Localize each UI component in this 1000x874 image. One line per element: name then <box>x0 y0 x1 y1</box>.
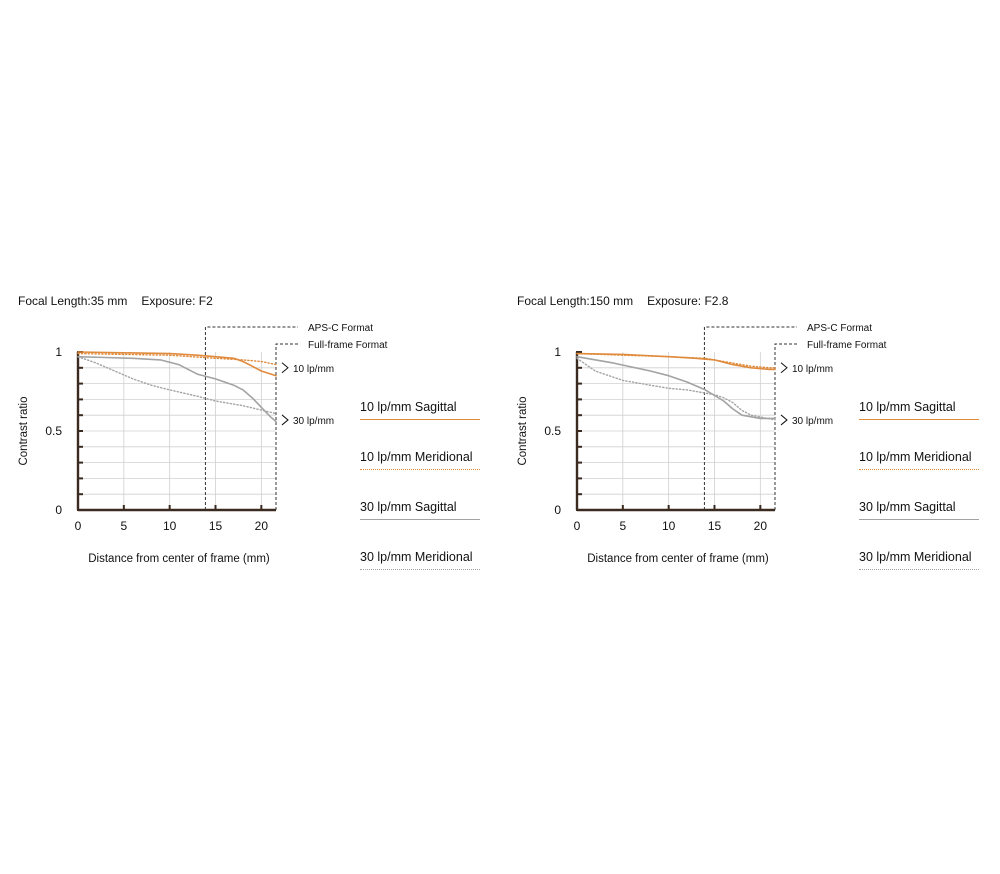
x-tick-label: 5 <box>120 519 128 533</box>
y-tick-label: 0.5 <box>45 424 62 438</box>
chart-header <box>18 294 213 308</box>
chart-header <box>517 294 729 308</box>
mtf-chart-panel <box>0 280 500 580</box>
x-tick-label: 10 <box>162 519 177 533</box>
legend-item <box>360 550 482 600</box>
legend-swatch <box>360 569 480 570</box>
annotation-label: 30 lp/mm <box>792 415 834 427</box>
annotation-label: 30 lp/mm <box>293 415 335 427</box>
annotation-chevron <box>781 415 787 425</box>
legend-item <box>859 500 981 550</box>
y-axis-title: Contrast ratio <box>517 396 529 466</box>
legend-item <box>360 500 482 550</box>
legend-label: 10 lp/mm Meridional <box>360 450 473 464</box>
legend-swatch <box>360 519 480 520</box>
legend-swatch <box>360 469 480 470</box>
focal-length-label: Focal Length: <box>517 294 590 308</box>
legend-swatch <box>859 469 979 470</box>
legend-label: 30 lp/mm Sagittal <box>859 500 956 514</box>
aps-c-format-label: APS-C Format <box>807 323 873 334</box>
y-tick-label: 1 <box>554 345 561 359</box>
y-tick-label: 0.5 <box>544 424 561 438</box>
legend-item <box>859 400 981 450</box>
exposure-label: Exposure: F2.8 <box>647 294 729 308</box>
legend-item <box>859 550 981 600</box>
legend <box>360 400 482 600</box>
focal-length-value: 150 mm <box>589 294 634 308</box>
series-line <box>577 354 775 368</box>
focal-length-label: Focal Length: <box>18 294 91 308</box>
mtf-chart-panel <box>499 280 999 580</box>
x-tick-label: 0 <box>573 519 581 533</box>
aps-c-format-label: APS-C Format <box>308 323 374 334</box>
annotation-chevron <box>781 363 787 373</box>
legend-swatch <box>859 419 979 420</box>
annotation-label: 10 lp/mm <box>792 363 834 375</box>
x-tick-label: 5 <box>619 519 627 533</box>
legend-swatch <box>360 419 480 420</box>
x-tick-label: 0 <box>74 519 82 533</box>
legend-swatch <box>859 519 979 520</box>
aps-c-format-marker <box>205 327 298 510</box>
y-tick-label: 0 <box>55 503 62 517</box>
full-frame-format-label: Full-frame Format <box>308 340 388 351</box>
x-tick-label: 15 <box>208 519 223 533</box>
legend-item <box>360 450 482 500</box>
x-tick-label: 15 <box>707 519 722 533</box>
legend-label: 10 lp/mm Sagittal <box>360 400 457 414</box>
legend-swatch <box>859 569 979 570</box>
legend <box>859 400 981 600</box>
legend-item <box>360 400 482 450</box>
full-frame-format-label: Full-frame Format <box>807 340 887 351</box>
x-tick-label: 20 <box>254 519 269 533</box>
annotation-label: 10 lp/mm <box>293 363 335 375</box>
legend-label: 30 lp/mm Meridional <box>859 550 972 564</box>
x-tick-label: 20 <box>753 519 768 533</box>
exposure-label: Exposure: F2 <box>141 294 213 308</box>
legend-label: 10 lp/mm Sagittal <box>859 400 956 414</box>
focal-length-value: 35 mm <box>90 294 128 308</box>
annotation-chevron <box>282 363 288 373</box>
series-line <box>78 357 276 422</box>
y-tick-label: 1 <box>55 345 62 359</box>
x-axis-title: Distance from center of frame (mm) <box>88 553 270 565</box>
y-axis-title: Contrast ratio <box>18 396 30 466</box>
x-axis-title: Distance from center of frame (mm) <box>587 553 769 565</box>
aps-c-format-marker <box>704 327 797 510</box>
legend-item <box>859 450 981 500</box>
series-line <box>78 357 276 414</box>
annotation-chevron <box>282 415 288 425</box>
y-tick-label: 0 <box>554 503 561 517</box>
x-tick-label: 10 <box>661 519 676 533</box>
legend-label: 10 lp/mm Meridional <box>859 450 972 464</box>
legend-label: 30 lp/mm Meridional <box>360 550 473 564</box>
series-line <box>577 357 775 419</box>
legend-label: 30 lp/mm Sagittal <box>360 500 457 514</box>
